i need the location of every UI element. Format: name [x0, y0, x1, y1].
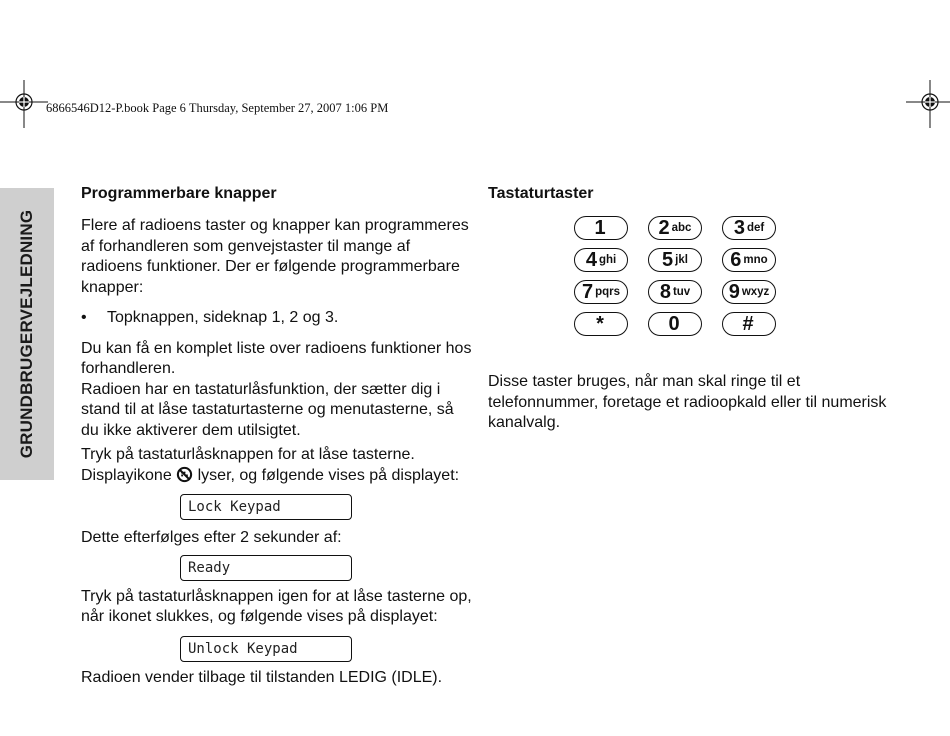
keypad-key-2: 2 abc [648, 216, 702, 240]
bullet-text: Topknappen, sideknap 1, 2 og 3. [107, 309, 339, 326]
bullet-symbol: • [81, 309, 87, 326]
keypad-key-4: 4 ghi [574, 248, 628, 272]
keypad-key-0: 0 [648, 312, 702, 336]
heading-keypad-keys: Tastaturtaster [488, 185, 594, 202]
paragraph-lock-instructions [81, 445, 473, 486]
paragraph-return-idle: Radioen vender tilbage til tilstanden LEDIG (IDLE). [81, 668, 443, 686]
display-ready: Ready [180, 555, 352, 581]
right-column [488, 184, 888, 434]
keypad-key-1: 1 [574, 216, 628, 240]
keypad-key-5: 5 jkl [648, 248, 702, 272]
paragraph-intro: Flere af radioens taster og knapper kan programmeres af forhandleren som genvejstaster til mange af radioens funktioner. Der er følgende programmerbare knapper: [81, 217, 469, 296]
keypad-key-6: 6 mno [722, 248, 776, 272]
paragraph-keys-usage: Disse taster bruges, når man skal ringe til et telefonnummer, foretage et radioopkald eller til numerisk kanalvalg. [488, 373, 887, 431]
lock-instructions-text-a: Tryk på tastaturlåsknappen for at låse tasterne. Displayikone [81, 446, 415, 484]
keypad-key-9: 9 wxyz [722, 280, 776, 304]
display-unlock-keypad: Unlock Keypad [180, 636, 352, 662]
keypad-key-hash: # [722, 312, 776, 336]
paragraph-followed-by: Dette efterfølges efter 2 sekunder af: [81, 529, 342, 546]
paragraph-keypad-lock-feature: Radioen har en tastaturlåsfunktion, der sætter dig i stand til at låse tastaturtasterne og menutasterne, så du ikke aktiverer dem utilsigtet. [81, 380, 454, 439]
keypad-key-7: 7 pqrs [574, 280, 628, 304]
keypad-key-3: 3 def [722, 216, 776, 240]
section-side-tab [0, 188, 54, 480]
keypad-key-star: * [574, 312, 628, 336]
crosshair-registration-icon-right [906, 80, 950, 128]
keypad-key-8: 8 tuv [648, 280, 702, 304]
list-item [81, 308, 473, 329]
book-file-header: 6866546D12-P.book Page 6 Thursday, September 27, 2007 1:06 PM [46, 101, 389, 115]
display-lock-keypad: Lock Keypad [180, 494, 352, 520]
heading-programmable-buttons: Programmerbare knapper [81, 185, 277, 202]
paragraph-dealer: Du kan få en komplet liste over radioens funktioner hos forhandleren. [81, 339, 472, 377]
left-column [81, 184, 473, 688]
paragraph-unlock-instructions: Tryk på tastaturlåsknappen igen for at låse tasterne op, når ikonet slukkes, og følgende vises på displayet: [81, 587, 472, 625]
crosshair-registration-icon-left [0, 80, 48, 128]
keypad-lock-icon [176, 466, 193, 483]
side-tab-label: GRUNDBRUGERVEJLEDNING [17, 209, 36, 459]
lock-instructions-text-b: lyser, og følgende vises på displayet: [193, 466, 460, 484]
keypad-illustration [574, 216, 794, 336]
